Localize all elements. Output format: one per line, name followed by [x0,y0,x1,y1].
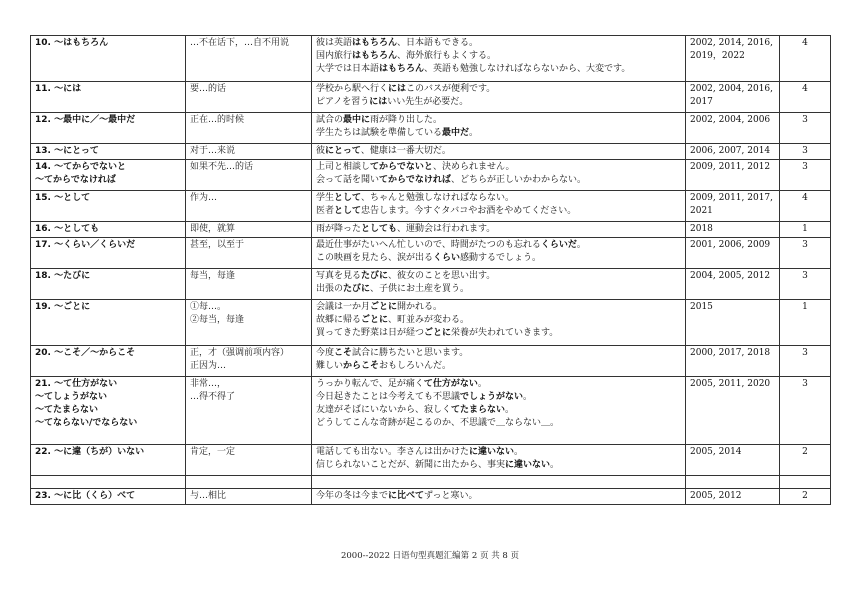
grammar-highlight: はもちろん [379,64,425,74]
example-sentences [312,36,686,82]
years-line: 2002, 2004, 2006 [690,115,771,125]
years-line: 2019，2022 [690,51,745,61]
frequency-count: 3 [780,269,831,300]
blank-cell [312,476,686,489]
grammar-pattern [31,144,186,160]
example-sentences [312,489,686,505]
sentence-text: ピアノを習う [316,97,370,107]
sentence-text: うっかり転んで、足が痛く [316,379,424,389]
sentence-text: 彼は英語 [316,38,353,48]
example-sentence [316,161,681,174]
sentence-text: 難しい [316,361,344,371]
example-sentence [316,252,681,265]
exam-years [686,445,780,476]
meaning-line: 非常…， [190,379,227,389]
table-row [31,489,831,505]
pattern-line: ～てからでなければ [35,175,116,185]
pattern-line: 18. ～たびに [35,271,91,281]
chinese-meaning [186,222,312,238]
example-sentence [316,174,681,187]
sentence-text: 。 [505,405,515,415]
example-sentences [312,191,686,222]
frequency-count: 3 [780,160,831,191]
chinese-meaning [186,346,312,377]
pattern-line: ～てしょうがない [35,392,108,402]
years-line: 2017 [690,97,713,107]
table-row [31,269,831,300]
chinese-meaning [186,160,312,191]
table-row [31,300,831,346]
example-sentence [316,270,681,283]
example-sentence [316,327,681,340]
example-sentences [312,238,686,269]
example-sentences [312,300,686,346]
grammar-highlight: たびに [343,284,371,294]
pattern-line: 14. ～てからでないと [35,162,126,172]
meaning-line: 每当，每逢 [190,271,236,281]
grammar-pattern [31,300,186,346]
meaning-line: …得不得了 [190,392,236,402]
pattern-line: 10. ～はもちろん [35,38,109,48]
grammar-highlight: ごとに [424,328,452,338]
sentence-text: 忠告します。今すぐタバコやお酒をやめてください。 [361,206,577,216]
exam-years [686,191,780,222]
blank-cell [686,476,780,489]
sentence-text: 友達がそばにいないから、寂しく [316,405,452,415]
sentence-text: 雨が降り出した。 [370,115,443,125]
grammar-highlight: てからでなければ [379,175,451,185]
meaning-line: 正，才（强调前项内容） [190,348,290,358]
years-line: 2000, 2017, 2018 [690,348,771,358]
example-sentence [316,347,681,360]
exam-years [686,144,780,160]
grammar-highlight: には [388,84,407,94]
pattern-line: 20. ～こそ／～からこそ [35,348,136,358]
chinese-meaning [186,445,312,476]
pattern-line: 22. ～に違（ちが）いない [35,447,145,457]
sentence-text: 学生 [316,193,335,203]
grammar-highlight: たびに [361,271,389,281]
example-sentence [316,50,681,63]
meaning-line: 对于…来说 [190,146,236,156]
example-sentence [316,314,681,327]
table-row [31,144,831,160]
frequency-count: 3 [780,238,831,269]
table-row [31,238,831,269]
sentence-text: おもしろいんだ。 [379,361,452,371]
pattern-line: ～てたまらない [35,405,99,415]
table-row [31,160,831,191]
grammar-highlight: ごとに [370,302,398,312]
pattern-line: 19. ～ごとに [35,302,91,312]
grammar-highlight: てからでないと [370,162,433,172]
example-sentence [316,446,681,459]
sentence-text: この映画を見たら、涙が出る [316,253,434,263]
sentence-text: 、彼女のことを思い出す。 [388,271,496,281]
example-sentence [316,37,681,50]
years-line: 2002, 2004, 2016, [690,84,774,94]
example-sentence [316,127,681,140]
sentence-text: ずっと寒い。 [424,491,478,501]
sentence-text: 会って話を聞い [316,175,380,185]
example-sentence [316,96,681,109]
grammar-pattern [31,113,186,144]
exam-years [686,300,780,346]
sentence-text: 試合に勝ちたいと思います。 [352,348,469,358]
grammar-pattern [31,346,186,377]
table-row [31,346,831,377]
example-sentence [316,223,681,236]
example-sentence [316,301,681,314]
grammar-highlight: としても [361,224,398,234]
years-line: 2005, 2011, 2020 [690,379,771,389]
years-line: 2004, 2005, 2012 [690,271,771,281]
pattern-line: 17. ～くらい／くらいだ [35,240,136,250]
example-sentences [312,82,686,113]
example-sentence [316,192,681,205]
example-sentences [312,377,686,445]
meaning-line: 如果不先…的话 [190,162,254,172]
grammar-highlight: に比べて [388,491,425,501]
sentence-text: 医者 [316,206,335,216]
blank-cell [186,476,312,489]
example-sentence [316,391,681,404]
grammar-pattern [31,191,186,222]
pattern-line: 11. ～には [35,84,82,94]
example-sentences [312,269,686,300]
sentence-text: どうしてこんな奇跡が起こるのか、不思議で＿ならない＿。 [316,418,560,428]
table-body [31,36,831,505]
chinese-meaning [186,489,312,505]
meaning-line: 作为… [190,193,218,203]
pattern-line: 15. ～として [35,193,91,203]
frequency-count: 1 [780,300,831,346]
meaning-line: 肯定，一定 [190,447,236,457]
sentence-text: 開かれる。 [397,302,443,312]
chinese-meaning [186,36,312,82]
chinese-meaning [186,144,312,160]
years-line: 2005, 2014 [690,447,742,457]
sentence-text: 。 [550,460,560,470]
sentence-text: 今年の冬は今まで [316,491,389,501]
sentence-text: 、町並みが変わる。 [388,315,470,325]
table-row [31,445,831,476]
sentence-text: 。 [514,447,524,457]
grammar-pattern [31,445,186,476]
example-sentence [316,114,681,127]
sentence-text: 電話しても出ない。李さんは出かけた [316,447,470,457]
example-sentence [316,360,681,373]
sentence-text: 、海外旅行もよくする。 [397,51,497,61]
frequency-count: 3 [780,377,831,445]
exam-years [686,377,780,445]
exam-years [686,36,780,82]
table-row [31,36,831,82]
frequency-count: 4 [780,191,831,222]
chinese-meaning [186,377,312,445]
chinese-meaning [186,113,312,144]
sentence-text: 試合の [316,115,344,125]
exam-years [686,113,780,144]
chinese-meaning [186,238,312,269]
meaning-line: 正在…的时候 [190,115,245,125]
frequency-count: 3 [780,113,831,144]
grammar-highlight: はもちろん [352,51,398,61]
grammar-pattern [31,222,186,238]
sentence-text: 出張の [316,284,344,294]
table-row [31,377,831,445]
grammar-highlight: くらいだ [540,240,577,250]
table-row [31,191,831,222]
frequency-count: 3 [780,144,831,160]
grammar-highlight: くらい [433,253,461,263]
chinese-meaning [186,191,312,222]
sentence-text: 彼 [316,146,326,156]
grammar-pattern [31,238,186,269]
years-line: 2009, 2011, 2012 [690,162,771,172]
sentence-text: 学生たちは試験を準備している [316,128,443,138]
meaning-line: 与…相比 [190,491,227,501]
sentence-text: 国内旅行 [316,51,353,61]
sentence-text: 、子供にお土産を買う。 [370,284,470,294]
meaning-line: 正因为… [190,361,227,371]
table-row [31,113,831,144]
meaning-line: …不在话下，…自不用说 [190,38,290,48]
grammar-highlight: こそ [334,348,353,358]
years-line: 2009, 2011, 2017, [690,193,774,203]
grammar-highlight: として [334,193,362,203]
pattern-line: 23. ～に比（くら）べて [35,491,136,501]
example-sentences [312,445,686,476]
sentence-text: 最近仕事がたいへん忙しいので、時間がたつのも忘れる [316,240,541,250]
grammar-highlight: 最中だ [442,128,470,138]
frequency-count: 2 [780,445,831,476]
meaning-line: 甚至，以至于 [190,240,245,250]
sentence-text: 感動するでしょう。 [460,253,541,263]
sentence-text: 。 [523,392,533,402]
blank-cell [780,476,831,489]
grammar-highlight: でしょうがない [460,392,524,402]
example-sentence [316,283,681,296]
example-sentences [312,160,686,191]
example-sentence [316,239,681,252]
sentence-text: 大学では日本語 [316,64,380,74]
example-sentence [316,404,681,417]
pattern-line: ～てならない/でならない [35,418,138,428]
sentence-text: 買ってきた野菜は日が経つ [316,328,425,338]
pattern-line: 13. ～にとって [35,146,99,156]
sentence-text: 雨が降った [316,224,362,234]
blank-row [31,476,831,489]
sentence-text: 今日起きたことは今考えても不思議 [316,392,461,402]
years-line: 2018 [690,224,713,234]
example-sentences [312,346,686,377]
pattern-line: 12. ～最中に／～最中だ [35,115,136,125]
years-line: 2001, 2006, 2009 [690,240,771,250]
years-line: 2002, 2014, 2016, [690,38,774,48]
sentence-text: 会議は一か月 [316,302,371,312]
sentence-text: 今度 [316,348,335,358]
exam-years [686,238,780,269]
grammar-highlight: て仕方がない [423,379,478,389]
example-sentences [312,144,686,160]
sentence-text: 上司と相談し [316,162,371,172]
frequency-count: 4 [780,36,831,82]
grammar-pattern [31,269,186,300]
grammar-pattern [31,82,186,113]
example-sentence [316,63,681,76]
example-sentences [312,222,686,238]
sentence-text: 、日本語もできる。 [397,38,479,48]
grammar-highlight: 最中に [343,115,371,125]
grammar-highlight: として [334,206,362,216]
years-line: 2015 [690,302,713,312]
years-line: 2021 [690,206,713,216]
grammar-highlight: はもちろん [352,38,398,48]
grammar-highlight: にとって [325,146,361,156]
sentence-text: 、運動会は行われます。 [397,224,496,234]
sentence-text: 、ちゃんと勉強しなければならない。 [361,193,515,203]
pattern-line: 21. ～て仕方がない [35,379,118,389]
grammar-highlight: には [369,97,388,107]
sentence-text: 学校から駅へ行く [316,84,389,94]
exam-years [686,82,780,113]
frequency-count: 2 [780,489,831,505]
chinese-meaning [186,269,312,300]
example-sentence [316,378,681,391]
example-sentence [316,145,681,158]
sentence-text: 信じられないことだが、新聞に出たから、事実 [316,460,506,470]
sentence-text: 故郷に帰る [316,315,362,325]
sentence-text: 写真を見る [316,271,362,281]
example-sentences [312,113,686,144]
meaning-line: 要…的话 [190,84,227,94]
years-line: 2005, 2012 [690,491,742,501]
example-sentence [316,83,681,96]
grammar-highlight: からこそ [343,361,380,371]
sentence-text: 、決められません。 [432,162,515,172]
frequency-count: 4 [780,82,831,113]
sentence-text: 。 [576,240,586,250]
sentence-text: 、英語も勉強しなければならないから、大変です。 [424,64,631,74]
example-sentence [316,459,681,472]
sentence-text: 、健康は一番大切だ。 [360,146,451,156]
grammar-pattern [31,489,186,505]
exam-years [686,346,780,377]
grammar-pattern [31,160,186,191]
frequency-count: 1 [780,222,831,238]
grammar-highlight: ごとに [361,315,389,325]
table-row [31,222,831,238]
sentence-text: 栄養が失われていきます。 [451,328,559,338]
grammar-highlight: に違いない [469,447,515,457]
exam-years [686,160,780,191]
grammar-pattern [31,36,186,82]
meaning-line: ②每当，每逢 [190,315,245,325]
grammar-pattern [31,377,186,445]
chinese-meaning [186,82,312,113]
sentence-text: 。 [469,128,479,138]
exam-years [686,269,780,300]
chinese-meaning [186,300,312,346]
pattern-line: 16. ～としても [35,224,100,234]
table-row [31,82,831,113]
years-line: 2006, 2007, 2014 [690,146,771,156]
sentence-text: 、どちらが正しいかわからない。 [450,175,586,185]
page-footer: 2000--2022 日语句型真题汇编第 2 页 共 8 页 [340,551,520,561]
sentence-text: 。 [477,379,487,389]
sentence-text: このバスが便利です。 [406,84,496,94]
example-sentence [316,205,681,218]
sentence-text: いい先生が必要だ。 [387,97,469,107]
example-sentence [316,417,681,430]
example-sentence [316,490,681,503]
grammar-table [30,35,831,505]
grammar-highlight: に違いない [505,460,551,470]
meaning-line: 即使，就算 [190,224,236,234]
exam-years [686,222,780,238]
frequency-count: 3 [780,346,831,377]
meaning-line: ①每…。 [190,302,227,312]
blank-cell [31,476,186,489]
grammar-highlight: てたまらない [451,405,506,415]
exam-years [686,489,780,505]
